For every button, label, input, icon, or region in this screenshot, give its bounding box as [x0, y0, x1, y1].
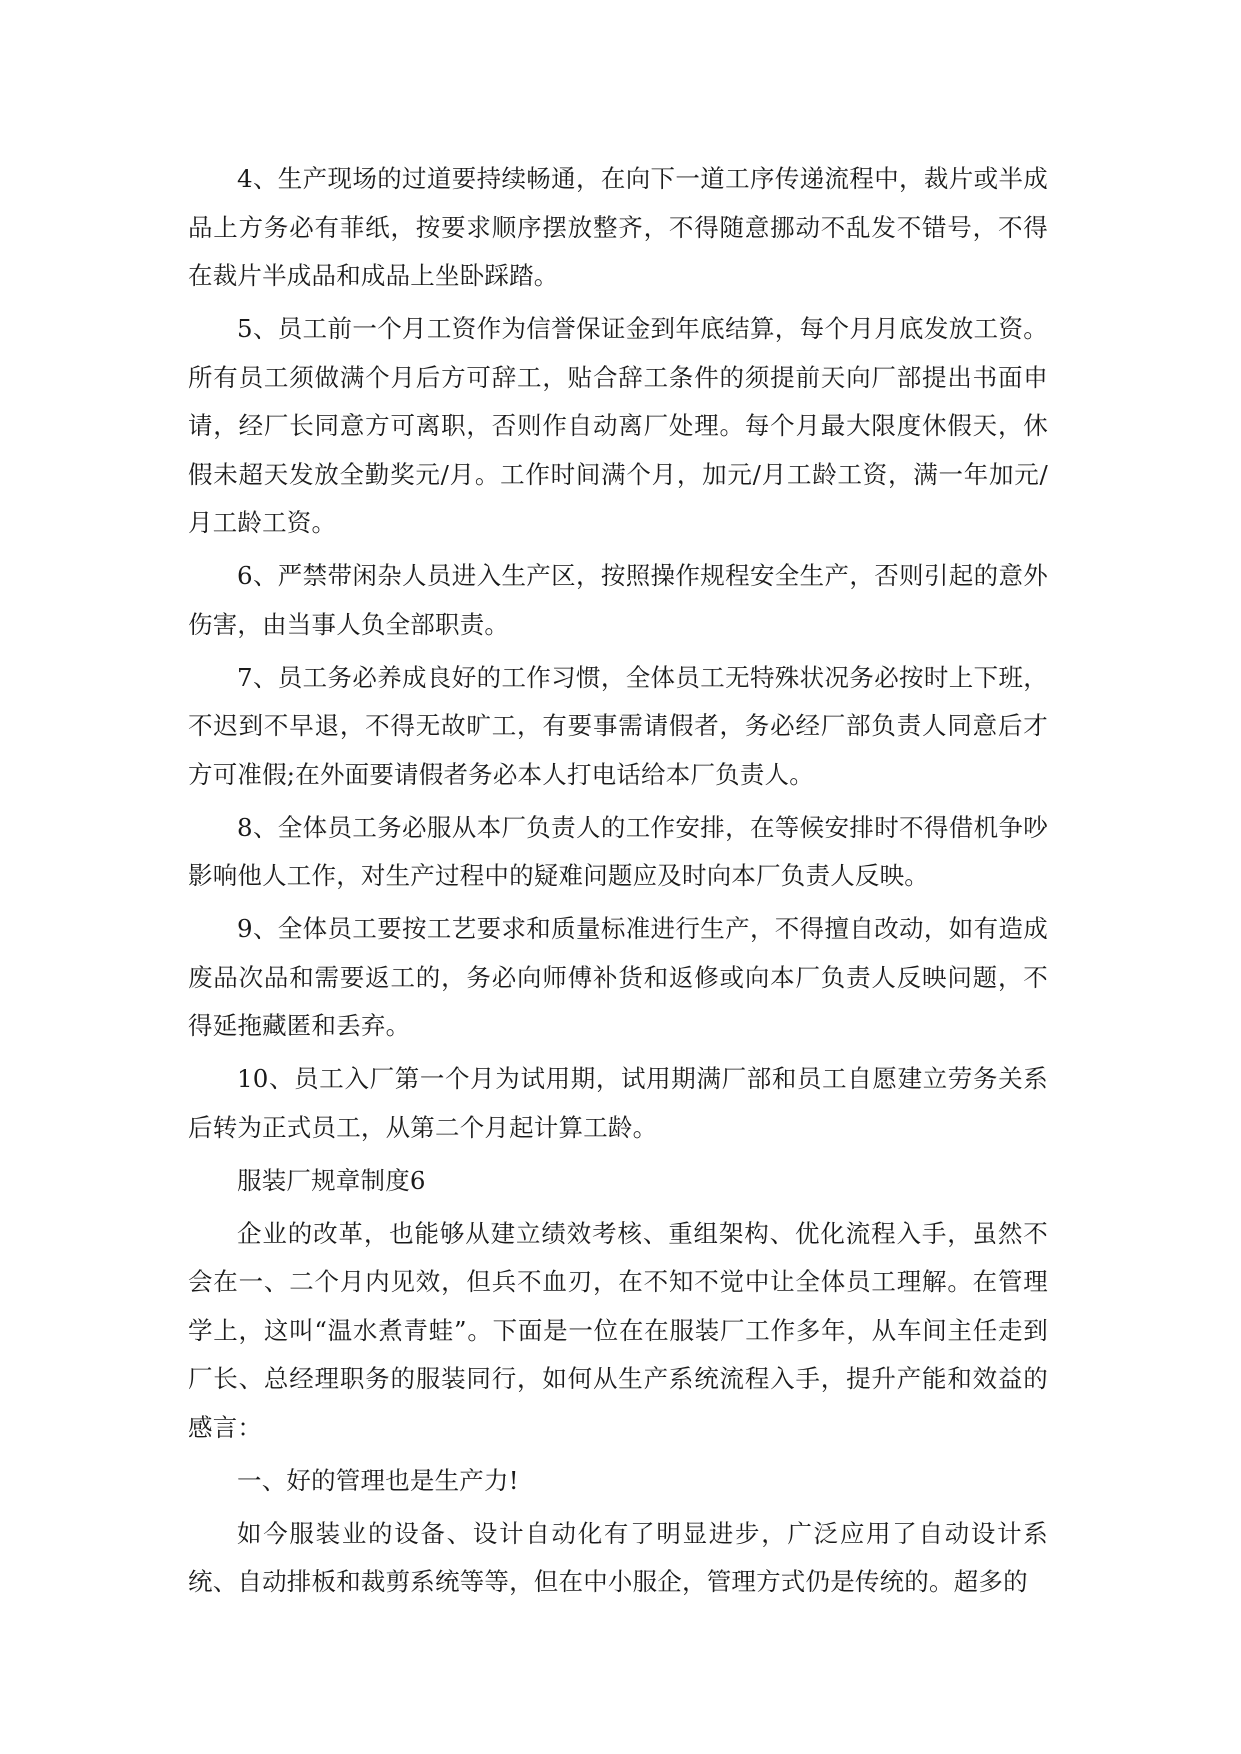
paragraph-rule-5: 5、员工前一个月工资作为信誉保证金到年底结算，每个月月底发放工资。所有员工须做满个月后方可辞工，贴合辞工条件的须提前天向厂部提出书面申请，经厂长同意方可离职，否则作自动离厂处理。每个月最大限度休假天，休假未超天发放全勤奖元/月。工作时间满个月，加元/月工龄工资，满一年加元/月工龄工资。	[188, 314, 1048, 537]
paragraph-rule-4: 4、生产现场的过道要持续畅通，在向下一道工序传递流程中，裁片或半成品上方务必有菲纸，按要求顺序摆放整齐，不得随意挪动不乱发不错号，不得在裁片半成品和成品上坐卧踩踏。	[188, 164, 1048, 290]
paragraph-rule-6: 6、严禁带闲杂人员进入生产区，按照操作规程安全生产，否则引起的意外伤害，由当事人负全部职责。	[188, 561, 1048, 639]
paragraph-rule-7: 7、员工务必养成良好的工作习惯，全体员工无特殊状况务必按时上下班，不迟到不早退，不得无故旷工，有要事需请假者，务必经厂部负责人同意后才方可准假;在外面要请假者务必本人打电话给本厂负责人。	[188, 662, 1048, 789]
paragraph-rule-9: 9、全体员工要按工艺要求和质量标准进行生产，不得擅自改动，如有造成废品次品和需要返工的，务必向师傅补货和返修或向本厂负责人反映问题，不得延拖藏匿和丢弃。	[188, 914, 1048, 1040]
document-body	[188, 155, 1048, 1611]
paragraph-intro: 企业的改革，也能够从建立绩效考核、重组架构、优化流程入手，虽然不会在一、二个月内见效，但兵不血刃，在不知不觉中让全体员工理解。在管理学上，这叫“温水煮青蛙”。下面是一位在在服装厂工作多年，从车间主任走到厂长、总经理职务的服装同行，如何从生产系统流程入手，提升产能和效益的感言：	[188, 1218, 1048, 1442]
section-heading: 服装厂规章制度6	[237, 1165, 426, 1195]
paragraph-rule-10: 10、员工入厂第一个月为试用期，试用期满厂部和员工自愿建立劳务关系后转为正式员工，从第二个月起计算工龄。	[188, 1064, 1048, 1142]
paragraph-rule-8: 8、全体员工务必服从本厂负责人的工作安排，在等候安排时不得借机争吵影响他人工作，对生产过程中的疑难问题应及时向本厂负责人反映。	[188, 812, 1048, 890]
paragraph-body: 如今服装业的设备、设计自动化有了明显进步，广泛应用了自动设计系统、自动排板和裁剪系统等等，但在中小服企，管理方式仍是传统的。超多的	[188, 1518, 1048, 1596]
subsection-heading: 一、好的管理也是生产力!	[237, 1465, 519, 1495]
